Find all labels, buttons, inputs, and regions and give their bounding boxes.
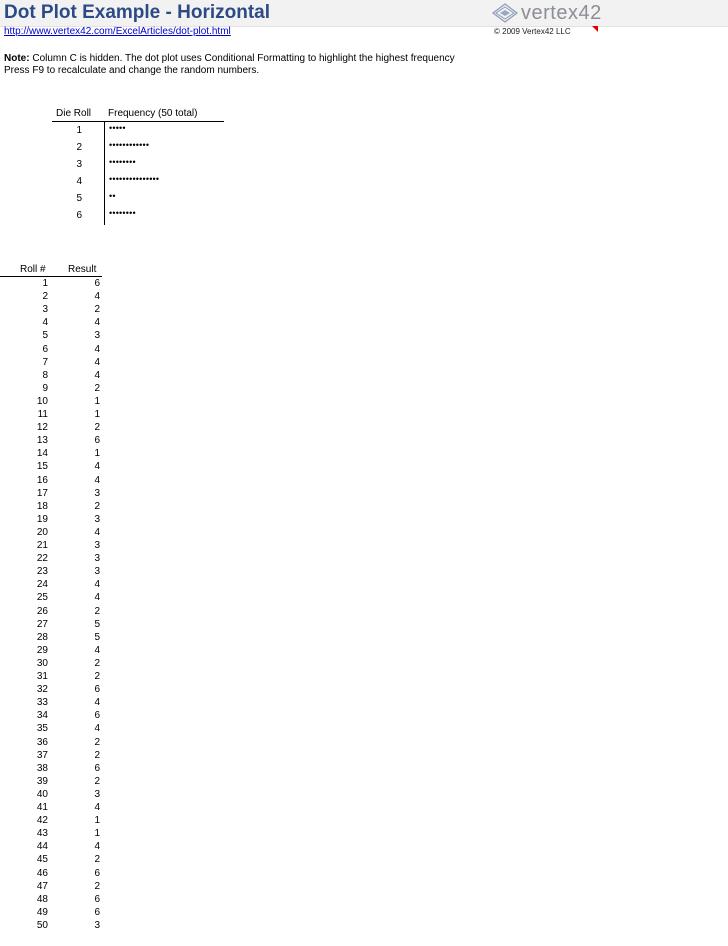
dot-plot-axis: [104, 121, 105, 225]
roll-number-cell: 33: [36, 697, 48, 709]
table-row: [0, 356, 102, 369]
roll-number-cell: 21: [36, 540, 48, 551]
result-header: Result: [68, 264, 97, 275]
table-row: [0, 513, 102, 526]
result-cell: 4: [94, 343, 100, 355]
roll-number-cell: 19: [36, 513, 48, 525]
table-row: [0, 369, 102, 382]
roll-number-cell: 40: [36, 788, 48, 800]
roll-number-cell: 24: [36, 579, 48, 591]
table-row: [0, 657, 102, 670]
roll-number-cell: 39: [36, 775, 48, 787]
roll-number-cell: 11: [37, 409, 48, 420]
roll-number-cell: 44: [36, 841, 48, 853]
table-row: [0, 683, 102, 696]
result-cell: 6: [94, 867, 100, 879]
roll-number-cell: 35: [36, 723, 48, 735]
die-roll-value: 2: [76, 142, 82, 153]
result-cell: 4: [94, 644, 100, 656]
roll-number-cell: 16: [36, 474, 48, 486]
roll-number-cell: 3: [42, 304, 48, 316]
roll-number-cell: 23: [36, 566, 48, 578]
logo-icon: [492, 3, 518, 23]
table-row: [0, 290, 102, 303]
table-row: [0, 801, 102, 814]
roll-number-cell: 30: [36, 657, 48, 669]
frequency-dots: ••••••••••••: [109, 140, 150, 150]
vertex42-logo: [492, 3, 602, 23]
roll-number-cell: 47: [36, 880, 48, 892]
die-roll-value: 1: [76, 125, 82, 136]
table-row: [0, 500, 102, 513]
comment-indicator[interactable]: [592, 26, 598, 32]
result-cell: 4: [94, 369, 100, 381]
result-cell: 2: [94, 854, 100, 866]
table-row: [0, 395, 102, 408]
roll-number-cell: 7: [42, 356, 48, 368]
table-row: [0, 578, 102, 591]
table-row: [0, 605, 102, 618]
result-cell: 4: [94, 723, 100, 735]
result-cell: 1: [94, 828, 100, 840]
roll-number-cell: 37: [36, 749, 48, 761]
note-line1: Column C is hidden. The dot plot uses Conditional Formatting to highlight the highest frequency: [29, 53, 455, 64]
result-cell: 4: [94, 317, 100, 329]
table-row: [0, 749, 102, 762]
table-row: [0, 853, 102, 866]
roll-number-cell: 22: [36, 553, 48, 565]
table-row: [0, 382, 102, 395]
table-row: [0, 343, 102, 356]
table-row: [0, 526, 102, 539]
result-cell: 6: [94, 893, 100, 905]
table-row: [0, 670, 102, 683]
table-row: [0, 827, 102, 840]
result-cell: 2: [94, 671, 100, 682]
page-title: Dot Plot Example - Horizontal: [4, 2, 271, 23]
result-cell: 2: [94, 657, 100, 669]
results-header: [0, 264, 102, 277]
roll-number-cell: 13: [36, 435, 48, 447]
table-row: [0, 618, 102, 631]
roll-number-cell: 28: [36, 631, 48, 643]
table-row: [0, 552, 102, 565]
frequency-dots: •••••••••••••••: [109, 174, 160, 184]
roll-number-cell: 41: [36, 802, 48, 813]
frequency-dots: •••••: [109, 123, 126, 133]
result-cell: 2: [94, 749, 100, 761]
table-row: [0, 539, 102, 552]
result-cell: 6: [94, 684, 100, 696]
table-row: [0, 722, 102, 735]
die-roll-value: 3: [76, 159, 82, 170]
table-row: [0, 736, 102, 749]
result-cell: 2: [94, 500, 100, 512]
die-roll-header: Die Roll: [56, 108, 92, 119]
roll-number-cell: 18: [36, 500, 48, 512]
roll-number-cell: 45: [36, 854, 48, 866]
table-row: [0, 421, 102, 434]
result-cell: 1: [94, 448, 100, 460]
table-row: [0, 474, 102, 487]
result-cell: 2: [94, 382, 100, 394]
roll-number-cell: 48: [36, 893, 48, 905]
copyright: © 2009 Vertex42 LLC: [494, 27, 571, 36]
result-cell: 2: [94, 422, 100, 434]
result-cell: 6: [94, 278, 100, 289]
article-link[interactable]: http://www.vertex42.com/ExcelArticles/dot-plot.html: [4, 26, 231, 37]
table-row: [0, 709, 102, 722]
result-cell: 6: [94, 710, 100, 722]
result-cell: 4: [94, 461, 100, 473]
table-row: [0, 906, 102, 919]
table-row: [0, 788, 102, 801]
note-label: Note:: [4, 53, 30, 64]
result-cell: 6: [94, 435, 100, 447]
result-cell: 2: [94, 880, 100, 892]
result-cell: 2: [94, 736, 100, 748]
result-cell: 4: [94, 841, 100, 853]
roll-number-cell: 4: [42, 317, 48, 329]
roll-number-cell: 2: [42, 291, 48, 303]
table-row: [0, 893, 102, 906]
roll-number-cell: 14: [36, 448, 48, 460]
roll-number-cell: 31: [36, 671, 48, 682]
frequency-dots: ••••••••: [109, 208, 136, 218]
table-row: [0, 919, 102, 932]
roll-number-cell: 10: [36, 395, 48, 407]
roll-number-cell: 36: [36, 736, 48, 748]
dot-plot-header: [52, 107, 224, 122]
result-cell: 3: [94, 540, 100, 551]
frequency-dots: ••: [109, 191, 116, 201]
table-row: [0, 460, 102, 473]
roll-number-cell: 29: [36, 644, 48, 656]
roll-number-cell: 38: [36, 762, 48, 774]
roll-number-cell: 1: [42, 278, 48, 289]
table-row: [0, 775, 102, 788]
die-roll-value: 5: [76, 193, 82, 204]
result-cell: 5: [94, 631, 100, 643]
result-cell: 3: [94, 553, 100, 565]
table-row: [0, 631, 102, 644]
result-cell: 1: [94, 409, 100, 420]
roll-number-cell: 32: [36, 684, 48, 696]
roll-number-cell: 6: [42, 343, 48, 355]
table-row: [0, 303, 102, 316]
result-cell: 4: [94, 526, 100, 538]
result-cell: 6: [94, 762, 100, 774]
frequency-header: Frequency (50 total): [108, 108, 198, 119]
result-cell: 4: [94, 802, 100, 813]
table-row: [0, 840, 102, 853]
result-cell: 3: [94, 566, 100, 578]
roll-number-cell: 9: [42, 382, 48, 394]
roll-number-cell: 50: [36, 919, 48, 931]
roll-number-cell: 25: [36, 592, 48, 604]
note-line2: Press F9 to recalculate and change the random numbers.: [4, 65, 260, 76]
roll-number-cell: 27: [36, 618, 48, 630]
result-cell: 4: [94, 474, 100, 486]
table-row: [0, 565, 102, 578]
result-cell: 2: [94, 605, 100, 617]
table-row: [0, 880, 102, 893]
result-cell: 6: [94, 906, 100, 918]
result-cell: 4: [94, 579, 100, 591]
table-row: [0, 696, 102, 709]
table-row: [0, 316, 102, 329]
roll-number-cell: 26: [36, 605, 48, 617]
table-row: [0, 867, 102, 880]
roll-number-cell: 17: [36, 487, 48, 499]
result-cell: 3: [94, 330, 100, 342]
result-cell: 1: [94, 815, 100, 827]
table-row: [0, 591, 102, 604]
roll-number-header: Roll #: [20, 264, 46, 275]
roll-number-cell: 46: [36, 867, 48, 879]
result-cell: 2: [94, 775, 100, 787]
roll-number-cell: 43: [36, 828, 48, 840]
logo-text: vertex42: [521, 2, 602, 24]
roll-number-cell: 34: [36, 710, 48, 722]
table-row: [0, 277, 102, 290]
roll-number-cell: 12: [36, 422, 48, 434]
die-roll-value: 6: [76, 210, 82, 221]
roll-number-cell: 8: [42, 369, 48, 381]
table-row: [0, 814, 102, 827]
result-cell: 3: [94, 513, 100, 525]
result-cell: 4: [94, 291, 100, 303]
table-row: [0, 329, 102, 342]
frequency-dots: ••••••••: [109, 157, 136, 167]
result-cell: 3: [94, 788, 100, 800]
die-roll-value: 4: [76, 176, 82, 187]
table-row: [0, 762, 102, 775]
roll-number-cell: 15: [36, 461, 48, 473]
result-cell: 4: [94, 697, 100, 709]
table-row: [0, 408, 102, 421]
roll-number-cell: 5: [42, 330, 48, 342]
result-cell: 3: [94, 487, 100, 499]
table-row: [0, 487, 102, 500]
result-cell: 5: [94, 618, 100, 630]
result-cell: 1: [94, 395, 100, 407]
result-cell: 3: [94, 919, 100, 931]
table-row: [0, 434, 102, 447]
result-cell: 4: [94, 356, 100, 368]
roll-number-cell: 42: [36, 815, 48, 827]
roll-number-cell: 20: [36, 526, 48, 538]
table-row: [0, 447, 102, 460]
table-row: [0, 644, 102, 657]
note: [4, 53, 455, 77]
result-cell: 2: [94, 304, 100, 316]
roll-number-cell: 49: [36, 906, 48, 918]
result-cell: 4: [94, 592, 100, 604]
